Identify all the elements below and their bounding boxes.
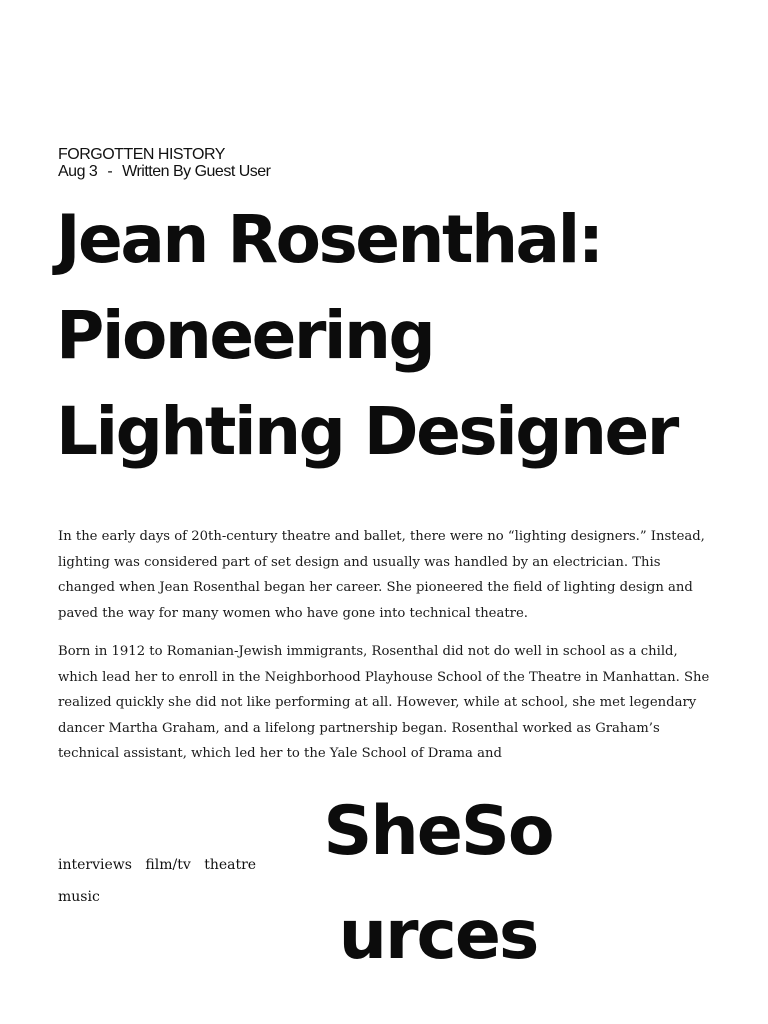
byline (58, 163, 271, 180)
page-title (56, 192, 746, 480)
category-link[interactable]: FORGOTTEN HISTORY (58, 146, 225, 163)
footer-nav (58, 849, 288, 913)
title-line: Pioneering (56, 297, 434, 374)
article-paragraph: Born in 1912 to Romanian-Jewish immigrants, Rosenthal did not do well in school as a child, which lead her to enroll in the Neighborhood Playhouse School of the Theatre in Manhattan. She realized quickly she did not like performing at all. However, while at school, she met legendary dancer Martha Graham, and a lifelong partnership began. Rosenthal worked as Graham’s technical assistant, which led her to the Yale School of Drama and (58, 644, 710, 761)
footer-link-film-tv[interactable]: film/tv (145, 857, 191, 873)
title-line: Lighting Designer (56, 393, 677, 470)
site-logo[interactable] (318, 780, 558, 988)
footer-link-music[interactable]: music (58, 889, 100, 905)
post-meta (58, 146, 271, 180)
footer-link-interviews[interactable]: interviews (58, 857, 132, 873)
article-body (58, 524, 718, 776)
post-date: Aug 3 (58, 163, 98, 180)
title-line: Jean Rosenthal: (56, 201, 602, 278)
post-author: Written By Guest User (122, 163, 271, 180)
logo-line: urces (338, 896, 538, 975)
byline-separator: - (107, 163, 113, 180)
article-paragraph: In the early days of 20th-century theatre and ballet, there were no “lighting designers.” Instead, lighting was considered part of set design and usually was handled by an electrician. This changed when Jean Rosenthal began her career. She pioneered the field of lighting design and paved the way for many women who have gone into technical theatre. (58, 529, 705, 621)
logo-line: SheSo (323, 792, 553, 871)
footer-link-theatre[interactable]: theatre (204, 857, 257, 873)
